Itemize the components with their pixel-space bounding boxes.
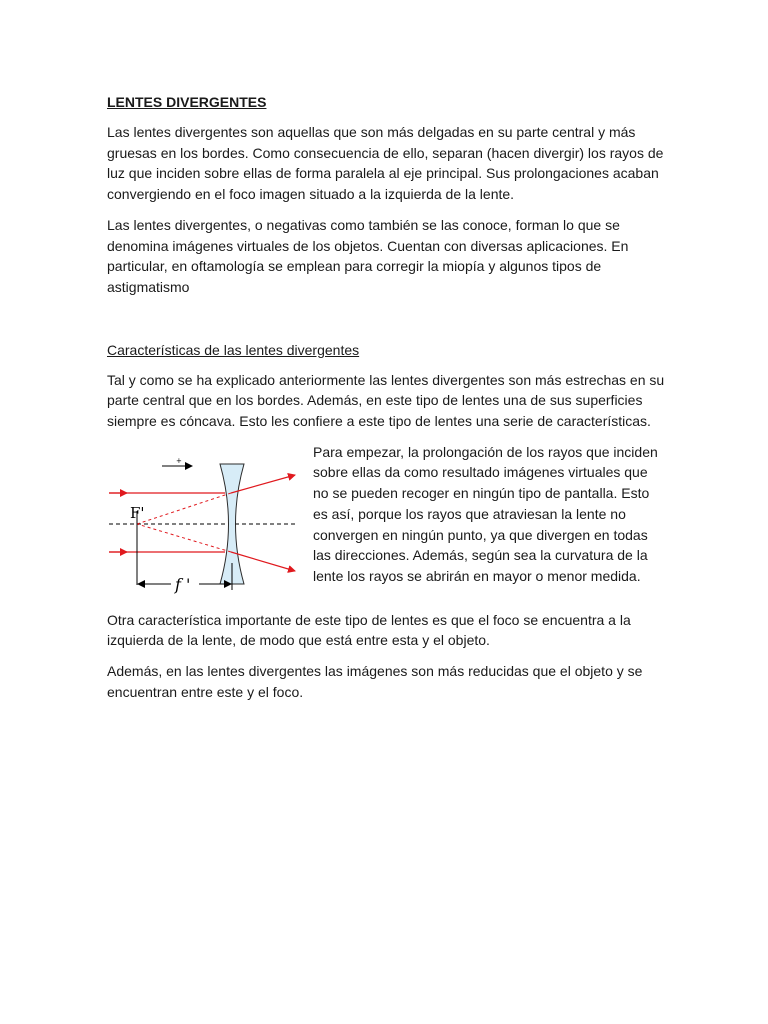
direction-arrow-tick: + <box>176 456 182 465</box>
figure-side-paragraph: Para empezar, la prolongación de los rayos que inciden sobre ellas da como resultado imágenes virtuales que no se pueden recoger en ningún tipo de pantalla. Esto es así, porque los rayos que atraviesan la lente no convergen en ningún punto, ya que divergen en todas las direcciones. Además, según sea la curvatura de la lente los rayos se abrirán en mayor o menor medida. <box>313 443 658 584</box>
document-page <box>107 92 667 713</box>
virtual-ray-bottom <box>137 524 231 552</box>
diverging-lens-diagram <box>107 445 307 600</box>
focal-length-label: f ' <box>175 574 191 594</box>
intro-paragraph-2: Las lentes divergentes, o negativas como también se las conoce, forman lo que se denomina imágenes virtuales de los objetos. Cuentan con diversas aplicaciones. En particular, en oftamología se emplean para corregir la miopía y algunos tipos de astigmatismo <box>107 216 629 295</box>
section-intro-paragraph: Tal y como se ha explicado anteriormente las lentes divergentes son más estrechas en su parte central que en los bordes. Además, en este tipo de lentes una de sus superficies siempre es cóncava. Esto les confiere a este tipo de lentes una serie de características. <box>107 371 665 430</box>
lens-diagram-svg <box>107 445 307 600</box>
figure-row <box>107 442 667 600</box>
closing-paragraph-1: Otra característica importante de este tipo de lentes es que el foco se encuentra a la izquierda de la lente, de modo que está entre esta y el objeto. <box>107 611 631 649</box>
page-title: LENTES DIVERGENTES <box>107 94 267 110</box>
section-heading: Características de las lentes divergentes <box>107 341 360 358</box>
section-spacer <box>107 308 667 340</box>
intro-paragraph-1: Las lentes divergentes son aquellas que son más delgadas en su parte central y más gruesas en los bordes. Como consecuencia de ello, separan (hacen divergir) los rayos de luz que inciden sobre ellas de forma paralela al eje principal. Sus prolongaciones acaban convergiendo en el foco imagen situado a la izquierda de la lente. <box>107 124 664 203</box>
closing-paragraph-2: Además, en las lentes divergentes las imágenes son más reducidas que el objeto y se encuentran entre este y el foco. <box>107 663 643 700</box>
focus-label: F' <box>130 503 145 522</box>
virtual-ray-top <box>137 493 231 524</box>
